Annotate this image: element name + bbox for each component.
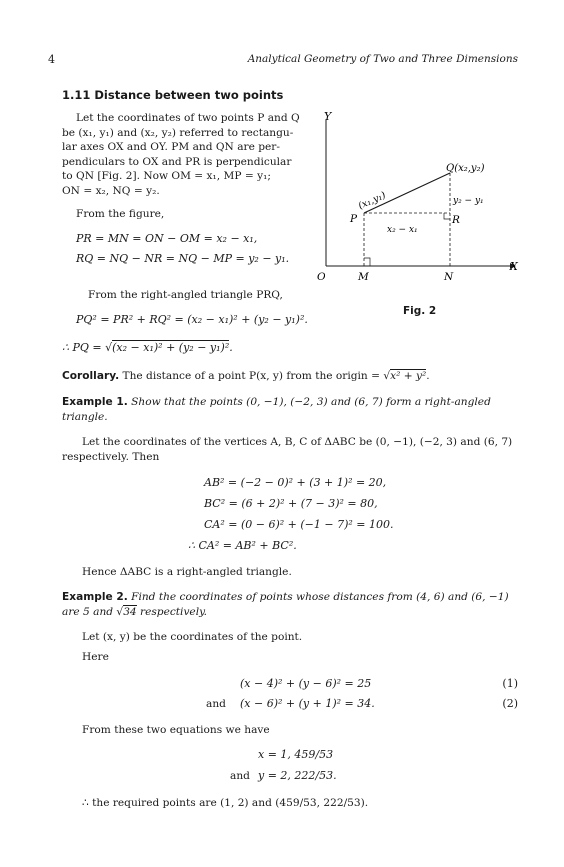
sqrt-sign: √ [383,370,391,382]
sqrt-sign: √ [105,341,113,354]
example-2-answer: ∴ the required points are (1, 2) and (459/53, 222/53). [82,797,369,809]
example-1-body: Let the coordinates of the vertices A, B, C of ΔABC be (0, −1), (−2, 3) and (6, 7) respectively. Then [62,436,513,463]
example-1-equation: ∴ CA² = AB² + BC². [188,539,297,552]
point-n-label: N [444,271,454,283]
intro-line: lar axes OX and OY. PM and QN are per- [62,141,280,154]
section-title: 1.11 Distance between two points [62,88,284,102]
from-triangle-text: From the right-angled triangle PRQ, [88,289,283,301]
page-number: 4 [48,53,55,66]
x-axis-label: X [510,260,518,273]
point-p-coordinates: (x₁,y₁) [356,189,388,212]
equation-tag-2: (2) [502,697,518,710]
example-2-and: and [206,698,226,710]
intro-line: Let the coordinates of two points P and Q [76,112,300,124]
running-title: Analytical Geometry of Two and Three Dimensions [247,53,518,65]
example-1-label: Example 1. [62,396,128,408]
example-2-solution-x: x = 1, 459/53 [258,748,334,761]
from-figure-text: From the figure, [76,208,165,220]
point-r-label: R [452,214,460,226]
example-2-solution-y: y = 2, 222/53. [258,769,337,782]
point-m-label: M [358,271,369,283]
example-2-line [62,590,522,605]
equation-pq-end: . [229,341,233,354]
distance-figure [310,108,520,288]
example-2-equation-1: (x − 4)² + (y − 6)² = 25 [240,677,372,690]
example-1-text: Show that the points (0, −1), (−2, 3) and (6, 7) form a right-angled triangle. [62,396,491,423]
example-2-here: Here [82,651,109,663]
origin-label: O [317,271,326,283]
equation-pq-squared: PQ² = PR² + RQ² = (x₂ − x₁)² + (y₂ − y₁)². [76,313,308,326]
point-q-label: Q(x₂,y₂) [446,163,485,174]
example-2-line [62,605,522,620]
point-p-label: P [350,213,358,225]
equation-rq: RQ = NQ − NR = NQ − MP = y₂ − y₁. [76,252,290,265]
example-2-equation-2: (x − 6)² + (y + 1)² = 34. [240,697,375,710]
example-2-radicand: 34 [123,605,137,618]
example-2-label: Example 2. [62,591,128,603]
y-axis-label: Y [324,110,332,123]
example-1-equation: CA² = (0 − 6)² + (−1 − 7)² = 100. [204,518,394,531]
corollary-radicand: x² + y² [390,370,427,382]
example-1-conclusion: Hence ΔABC is a right-angled triangle. [82,566,292,578]
equation-pq-lhs: ∴ PQ = [62,341,106,354]
intro-line: pendiculars to OX and PR is perpendicular [62,155,292,168]
example-2-text: respectively. [136,605,208,618]
example-2-text: are 5 and [62,605,117,618]
corollary-text: The distance of a point P(x, y) from the origin = [119,370,384,382]
example-2-from-eqs: From these two equations we have [82,724,270,736]
example-1-equation: BC² = (6 + 2)² + (7 − 3)² = 80, [204,497,378,510]
example-2-let: Let (x, y) be the coordinates of the point. [82,631,303,643]
equation-pr: PR = MN = ON − OM = x₂ − x₁, [76,232,258,245]
intro-line: to QN [Fig. 2]. Now OM = x₁, MP = y₁; [62,170,271,183]
intro-paragraph [62,111,312,199]
intro-line: ON = x₂, NQ = y₂. [62,184,160,197]
figure-caption: Fig. 2 [403,305,437,317]
example-2-solution-and: and [230,770,250,782]
right-angle-r [444,213,450,219]
example-1-statement [62,395,520,424]
example-2-statement [62,590,522,619]
corollary [62,369,522,384]
right-angle-m [364,258,370,266]
equation-pq [62,341,233,354]
example-1-equation: AB² = (−2 − 0)² + (3 + 1)² = 20, [204,476,387,489]
horizontal-difference-label: x₂ − x₁ [387,225,418,235]
vertical-difference-label: y₂ − y₁ [453,196,484,206]
corollary-end: . [426,370,430,382]
equation-pq-radicand: (x₂ − x₁)² + (y₂ − y₁)² [112,341,230,354]
sqrt-sign: √ [116,605,124,618]
equation-tag-1: (1) [502,677,518,690]
example-2-text: Find the coordinates of points whose distances from (4, 6) and (6, −1) [127,591,509,603]
corollary-label: Corollary. [62,370,120,382]
intro-line: be (x₁, y₁) and (x₂, y₂) referred to rectangu- [62,126,294,139]
